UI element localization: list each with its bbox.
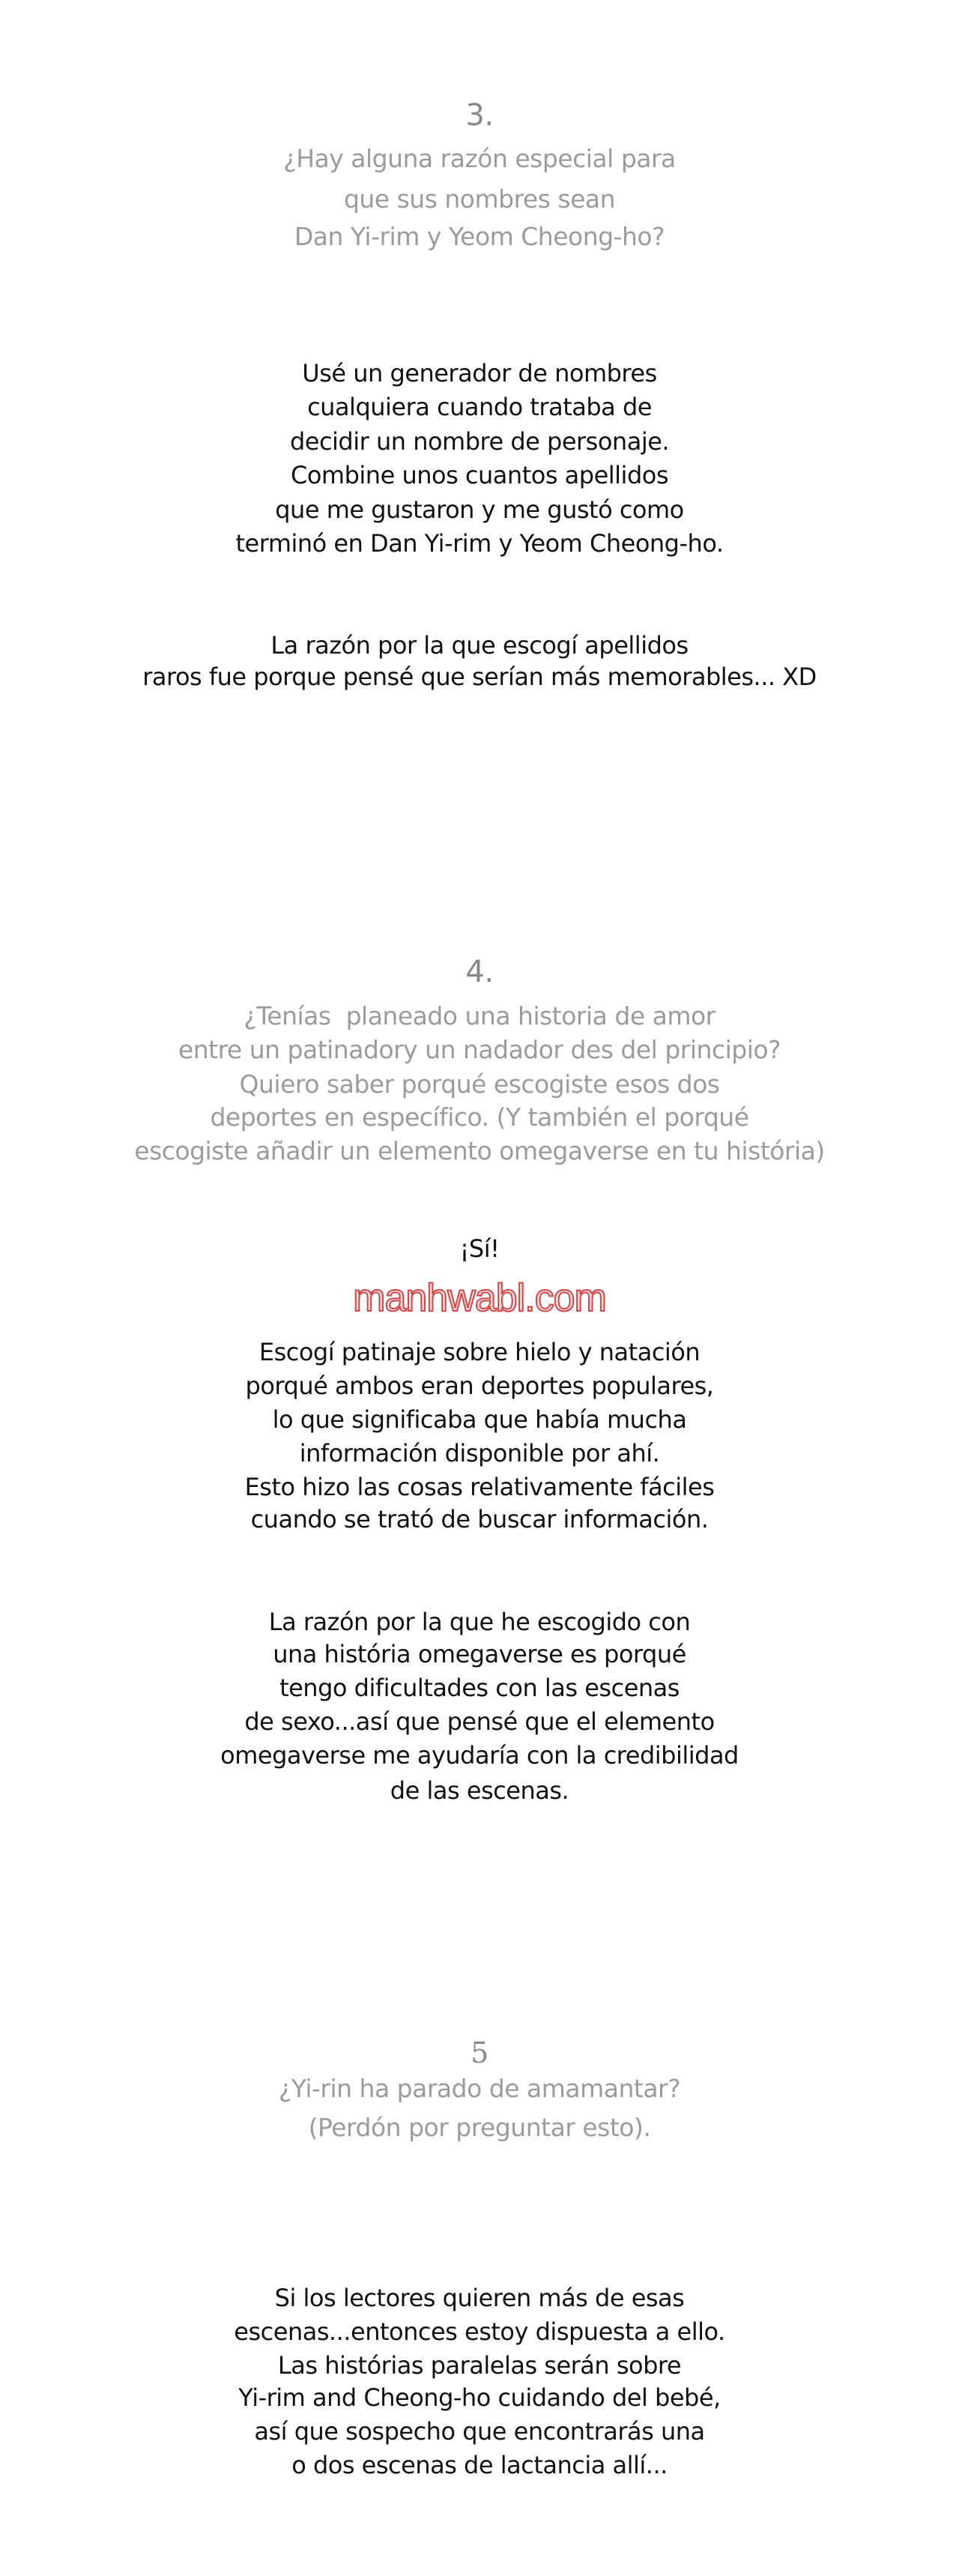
answer-line: que me gustaron y me gustó como [275,495,684,524]
question-line: ¿Tenías planeado una historia de amor [243,1001,716,1031]
answer-line: cualquiera cuando trataba de [307,393,652,421]
question-number: 4. [465,955,494,989]
question-line: (Perdón por preguntar esto). [308,2113,651,2142]
answer-line: omegaverse me ayudaría con la credibilidad [220,1741,739,1770]
answer-exclamation: ¡Sí! [459,1234,500,1263]
question-line: Quiero saber porqué escogiste esos dos [239,1070,720,1099]
answer-line: cuando se trató de buscar información. [250,1505,709,1533]
answer-line: Las histórias paralelas serán sobre [277,2351,682,2380]
question-number: 3. [465,98,494,133]
answer-line: lo que significaba que había mucha [272,1405,687,1434]
answer-line: Yi-rim and Cheong-ho cuidando del bebé, [238,2383,721,2412]
watermark: manhwabl.com [353,1276,606,1320]
answer-line: de sexo...así que pensé que el elemento [244,1707,715,1736]
answer-line: de las escenas. [390,1776,569,1805]
question-line: que sus nombres sean [343,184,616,214]
answer-line: tengo dificultades con las escenas [279,1674,680,1702]
answer-line: así que sospecho que encontrarás una [254,2417,705,2446]
question-line: Dan Yi-rim y Yeom Cheong-ho? [294,222,665,251]
answer-line: La razón por la que he escogido con [268,1608,691,1636]
answer-line: Si los lectores quieren más de esas [274,2284,685,2312]
answer-line: o dos escenas de lactancia allí... [291,2451,668,2479]
answer-line: decidir un nombre de personaje. [289,427,670,456]
question-line: ¿Hay alguna razón especial para [283,144,676,173]
answer-line: una história omegaverse es porqué [273,1640,686,1668]
answer-line: escenas...entonces estoy dispuesta a ello. [234,2317,725,2346]
answer-line: porqué ambos eran deportes populares, [245,1372,714,1400]
answer-line: Combine unos cuantos apellidos [291,461,668,489]
question-line: deportes en específico. (Y también el porqué [210,1103,749,1132]
answer-line: La razón por la que escogí apellidos [270,631,689,660]
answer-line: Escogí patinaje sobre hielo y natación [258,1338,701,1366]
answer-line: terminó en Dan Yi-rim y Yeom Cheong-ho. [235,529,724,558]
answer-line: Usé un generador de nombres [302,359,657,387]
answer-line: Esto hizo las cosas relativamente fáciles [244,1473,715,1501]
question-line: entre un patinadory un nadador des del principio? [178,1035,781,1064]
question-number: 5 [471,2036,488,2069]
question-line: ¿Yi-rin ha parado de amamantar? [278,2074,681,2103]
answer-line: raros fue porque pensé que serían más memorables... XD [142,663,817,691]
answer-line: información disponible por ahí. [299,1439,660,1468]
question-line: escogiste añadir un elemento omegaverse en tu história) [134,1136,825,1165]
